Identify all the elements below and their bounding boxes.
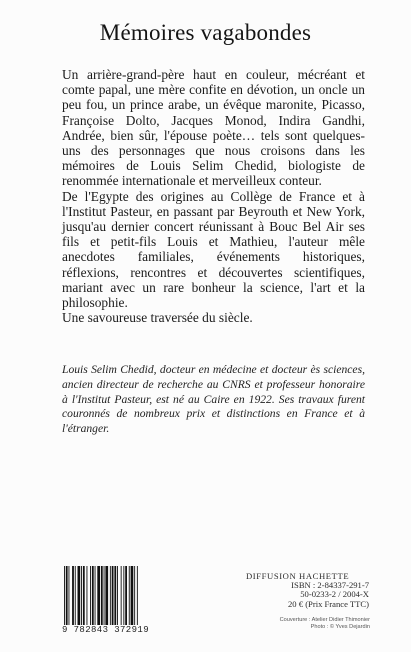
publisher-block bbox=[246, 572, 369, 609]
product-code: 50-0233-2 / 2004-X bbox=[300, 589, 369, 600]
isbn: ISBN : 2-84337-291-7 bbox=[291, 580, 369, 591]
blurb-paragraph-1: Un arrière-grand-père haut en couleur, mécréant et comte papal, une mère confite en dévotion, un oncle un peu fou, un prince arabe, un évêque maronite, Picasso, Françoise Dolto, Jacques Monod, Indira Gandhi, Andrée, bien sûr, l'épouse poète… tels sont quelques-uns des personnages que nous croisons dans les mémoires de Louis Selim Chedid, biologiste de renommée internationale et merveilleux conteur. bbox=[62, 67, 365, 189]
barcode-image bbox=[62, 566, 161, 625]
barcode-number: 9 782843 372919 bbox=[62, 625, 150, 635]
publisher-name: DIFFUSION HACHETTE bbox=[246, 571, 350, 581]
author-bio: Louis Selim Chedid, docteur en médecine et docteur ès sciences, ancien directeur de recherche au CNRS et professeur honoraire à l'Institut Pasteur, est né au Caire en 1922. Ses travaux furent couronnés de nombreux prix et distinctions en France et à l'étranger. bbox=[62, 363, 365, 436]
cover-credit: Couverture : Atelier Didier Thimonier bbox=[279, 617, 370, 623]
price: 20 € (Prix France TTC) bbox=[288, 598, 369, 609]
photo-credit: Photo : © Yves Dejardin bbox=[310, 624, 370, 630]
credits bbox=[240, 617, 370, 631]
blurb-paragraph-2: De l'Egypte des origines au Collège de France et à l'Institut Pasteur, en passant par Beyrouth et New York, jusqu'au dernier concert réunissant à Bouc Bel Air ses fils et petit-fils Louis et Mathieu, l'auteur mêle anecdotes familiales, événements historiques, réflexions, rencontres et découvertes scientifiques, mariant avec un rare bonheur la science, l'art et la philosophie. bbox=[62, 188, 365, 311]
blurb-paragraph-3: Une savoureuse traversée du siècle. bbox=[62, 310, 253, 326]
blurb bbox=[62, 67, 365, 325]
book-title: Mémoires vagabondes bbox=[99, 20, 312, 45]
